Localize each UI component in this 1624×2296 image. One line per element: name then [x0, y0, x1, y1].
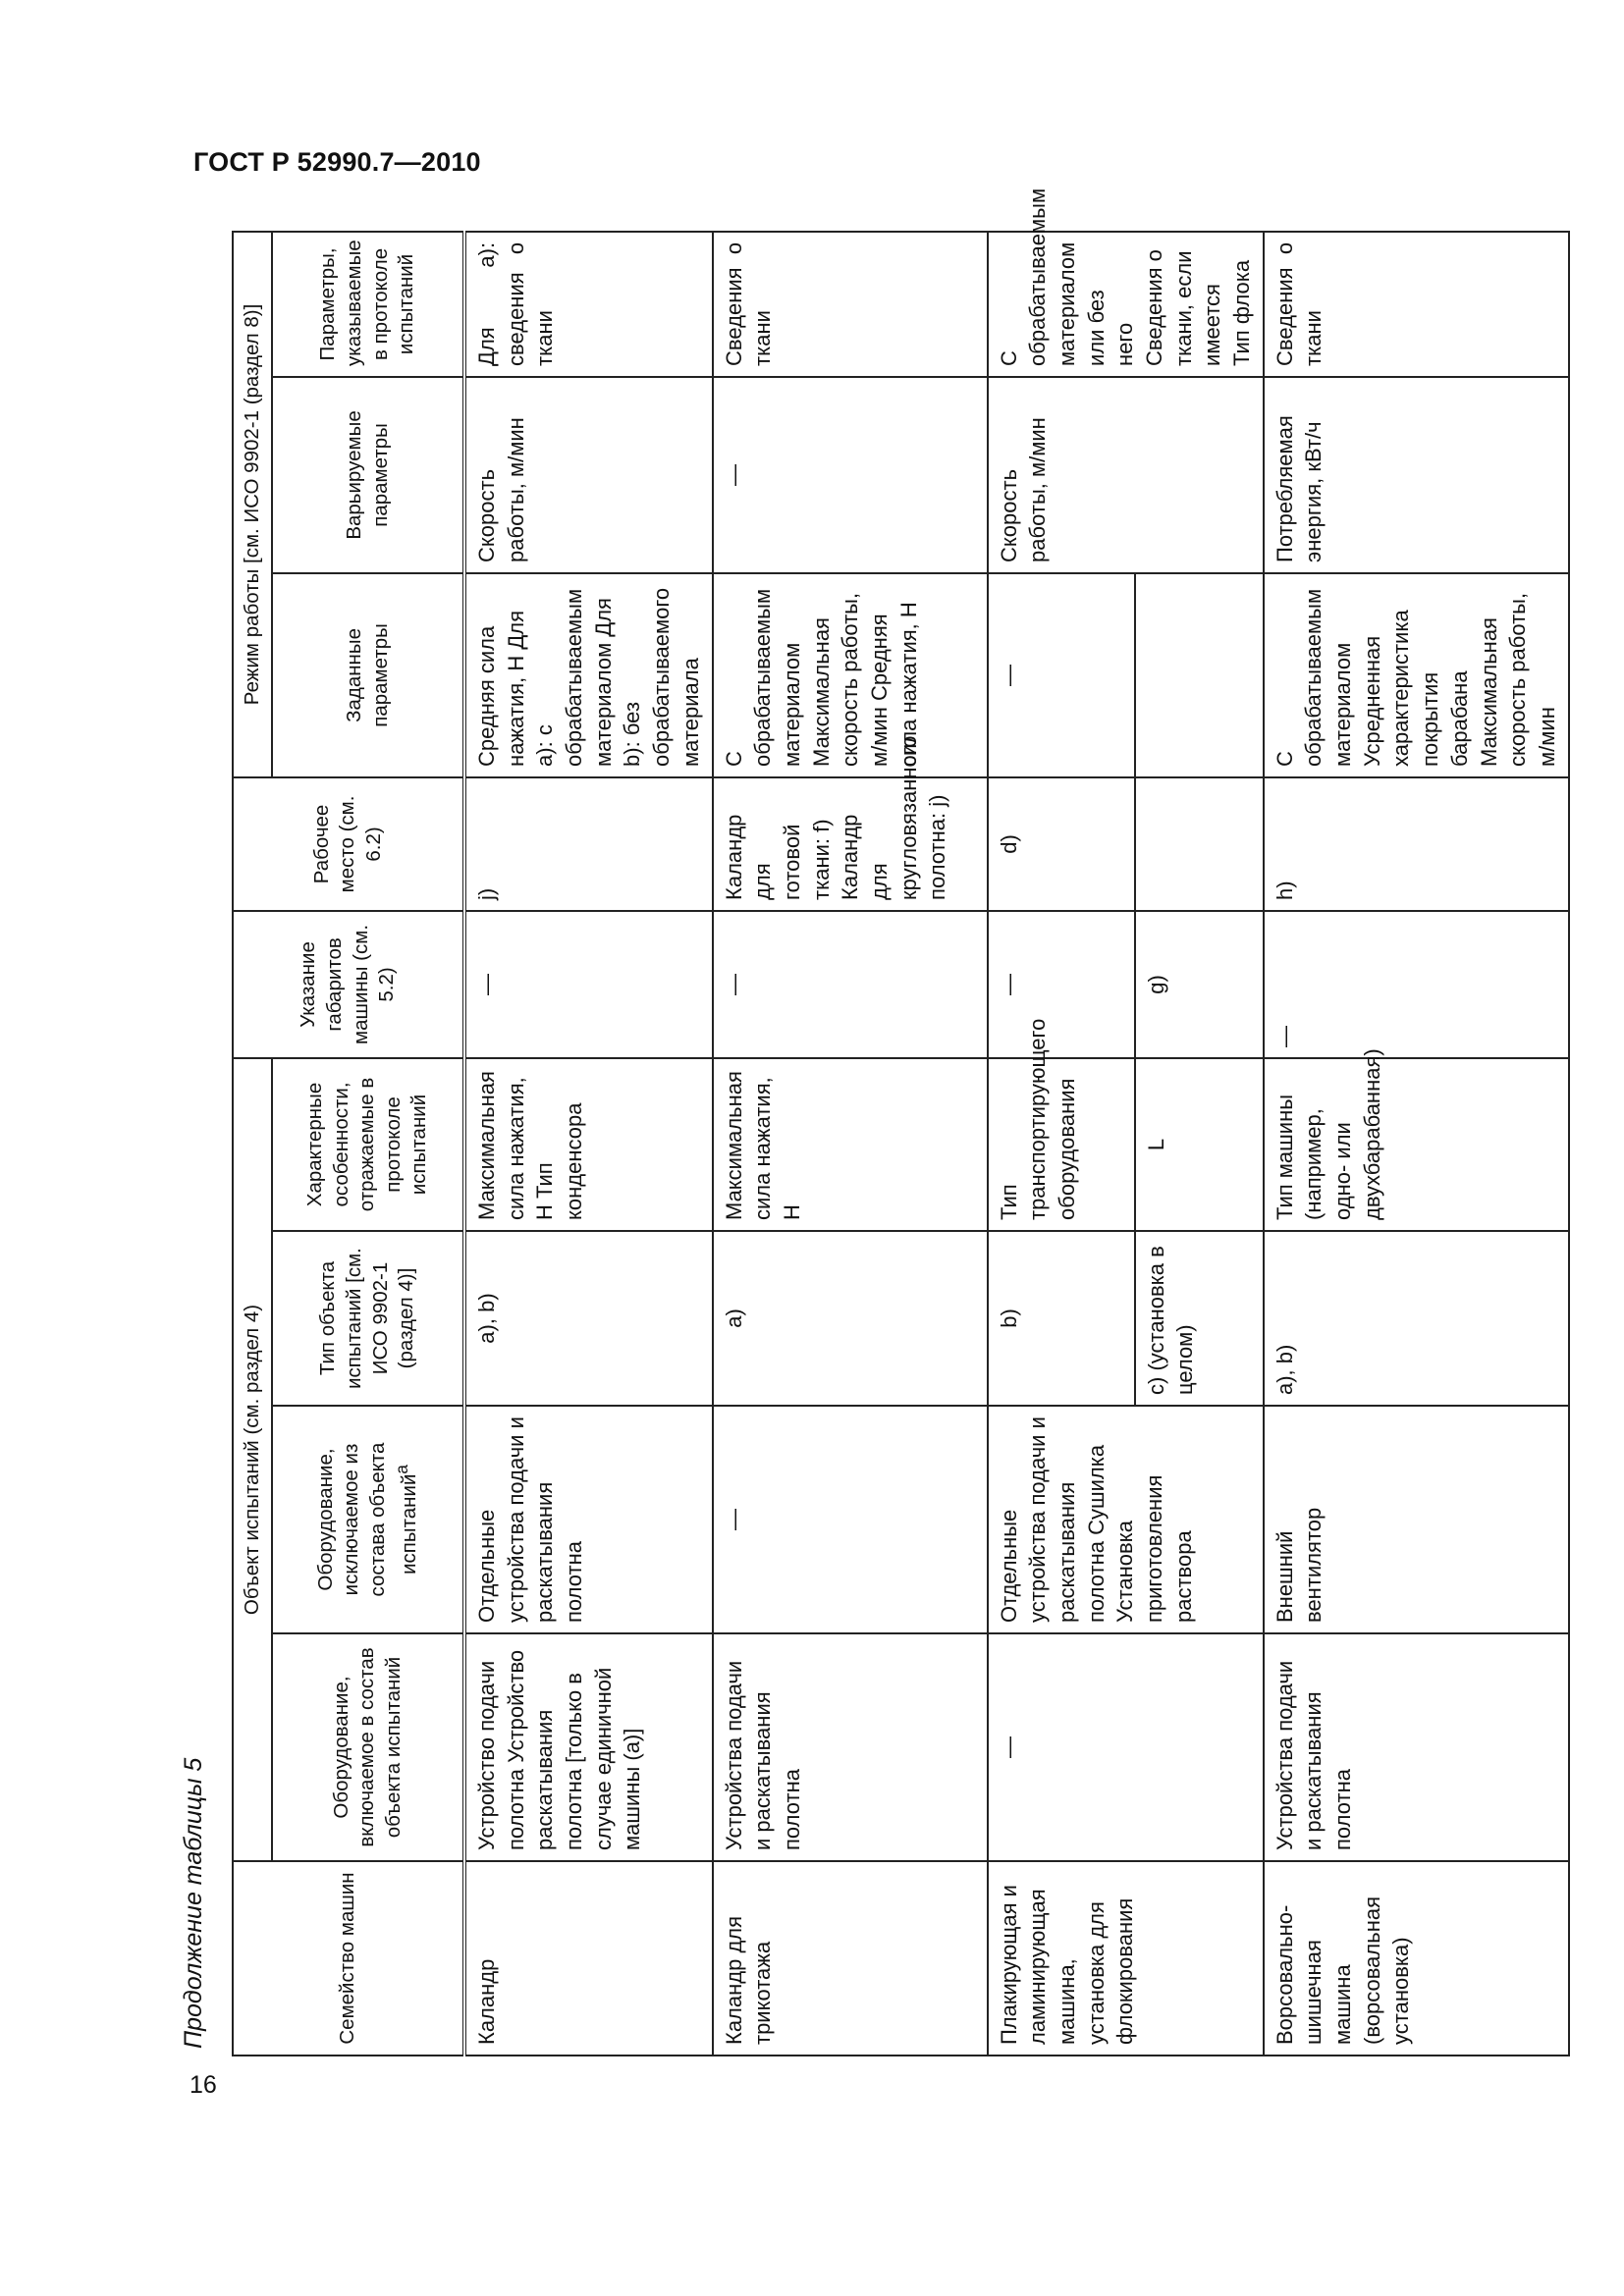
- table-row: [713, 232, 988, 2056]
- header-excluded-text: Оборудование, исключаемое из состава объекта испытаний: [313, 1442, 420, 1597]
- header-included: Оборудование, включаемое в состав объекта испытаний: [272, 1633, 464, 1861]
- rotated-table-container: [232, 187, 1559, 2056]
- table-row: [1264, 232, 1569, 2056]
- cell-family: Плакирующая и ламинирующая машина, установка для флокирования: [988, 1861, 1264, 2056]
- cell-dimensions: —: [464, 911, 713, 1058]
- cell-object-type: a), b): [464, 1231, 713, 1406]
- cell-workplace: h): [1264, 777, 1569, 911]
- cell-set-params: [1135, 573, 1264, 777]
- machines-table: [232, 187, 1570, 2056]
- cell-included: Устройства подачи и раскатывания полотна: [713, 1633, 988, 1861]
- cell-excluded: Отдельные устройства подачи и раскатывания полотна Сушилка Установка приготовления раствора: [988, 1406, 1264, 1633]
- cell-var-params: Скорость работы, м/мин: [464, 377, 713, 573]
- cell-set-params: Средняя сила нажатия, Н Для а): с обрабатываемым материалом Для b): без обрабатываемого материала: [464, 573, 713, 777]
- cell-included: Устройство подачи полотна Устройство раскатывания полотна [только в случае единичной машины (а)]: [464, 1633, 713, 1861]
- cell-set-params: С обрабатываемым материалом Усредненная характеристика покрытия барабана Максимальная скорость работы, м/мин: [1264, 573, 1569, 777]
- table-caption: Продолжение таблицы 5: [180, 1757, 207, 2049]
- header-features: Характерные особенности, отражаемые в протоколе испытаний: [272, 1058, 464, 1231]
- cell-features: L: [1135, 1058, 1264, 1231]
- header-dimensions: Указание габаритов машины (см. 5.2): [233, 911, 464, 1058]
- cell-features: Максимальная сила нажатия, Н Тип конденсора: [464, 1058, 713, 1231]
- cell-var-params: —: [713, 377, 988, 573]
- cell-family: Каландр: [464, 1861, 713, 2056]
- header-workplace: Рабочее место (см. 6.2): [233, 777, 464, 911]
- cell-report-params: Для а): сведения о ткани: [464, 232, 713, 377]
- header-set-params: Заданные параметры: [272, 573, 464, 777]
- cell-family: Каландр для трикотажа: [713, 1861, 988, 2056]
- cell-dimensions: —: [1264, 911, 1569, 1058]
- cell-features: Максимальная сила нажатия, Н: [713, 1058, 988, 1231]
- cell-family: Ворсовально-шишечная машина (ворсовальная установка): [1264, 1861, 1569, 2056]
- cell-workplace: Каландр для готовой ткани: f) Каландр для кругловязанного полотна: j): [713, 777, 988, 911]
- cell-dimensions: g): [1135, 911, 1264, 1058]
- header-object-type: Тип объекта испытаний [см. ИСО 9902-1 (раздел 4)]: [272, 1231, 464, 1406]
- cell-report-params: Сведения о ткани: [713, 232, 988, 377]
- cell-features: Тип машины (например, одно- или двухбарабанная): [1264, 1058, 1569, 1231]
- header-group-operating-mode: Режим работы [см. ИСО 9902-1 (раздел 8)]: [233, 232, 272, 777]
- header-group-test-object: Объект испытаний (см. раздел 4): [233, 1058, 272, 1861]
- cell-included: —: [988, 1633, 1264, 1861]
- cell-set-params: —: [988, 573, 1135, 777]
- table-row: [988, 232, 1135, 2056]
- cell-workplace: j): [464, 777, 713, 911]
- header-family: Семейство машин: [233, 1861, 464, 2056]
- cell-report-params: Сведения о ткани: [1264, 232, 1569, 377]
- cell-dimensions: —: [713, 911, 988, 1058]
- cell-set-params: С обрабатываемым материалом Максимальная скорость работы, м/мин Средняя сила нажатия, Н: [713, 573, 988, 777]
- cell-workplace: [1135, 777, 1264, 911]
- cell-var-params: Скорость работы, м/мин: [988, 377, 1264, 573]
- cell-excluded: —: [713, 1406, 988, 1633]
- cell-report-params: С обрабатываемым материалом или без него Сведения о ткани, если имеется Тип флока: [988, 232, 1264, 377]
- header-var-params: Варьируемые параметры: [272, 377, 464, 573]
- document-code: ГОСТ Р 52990.7—2010: [193, 147, 481, 177]
- cell-object-type: a): [713, 1231, 988, 1406]
- footnote-marker: a: [392, 1465, 411, 1474]
- cell-features: Тип транспортирующего оборудования: [988, 1058, 1135, 1231]
- header-report-params: Параметры, указываемые в протоколе испытаний: [272, 232, 464, 377]
- cell-excluded: Внешний вентилятор: [1264, 1406, 1569, 1633]
- cell-var-params: Потребляемая энергия, кВт/ч: [1264, 377, 1569, 573]
- cell-object-type: b): [988, 1231, 1135, 1406]
- cell-included: Устройства подачи и раскатывания полотна: [1264, 1633, 1569, 1861]
- cell-workplace: d): [988, 777, 1135, 911]
- cell-object-type: a), b): [1264, 1231, 1569, 1406]
- cell-dimensions: —: [988, 911, 1135, 1058]
- cell-object-type: c) (установка в целом): [1135, 1231, 1264, 1406]
- page-number: 16: [189, 2071, 217, 2099]
- cell-excluded: Отдельные устройства подачи и раскатывания полотна: [464, 1406, 713, 1633]
- table-row: [464, 232, 713, 2056]
- header-excluded: [272, 1406, 464, 1633]
